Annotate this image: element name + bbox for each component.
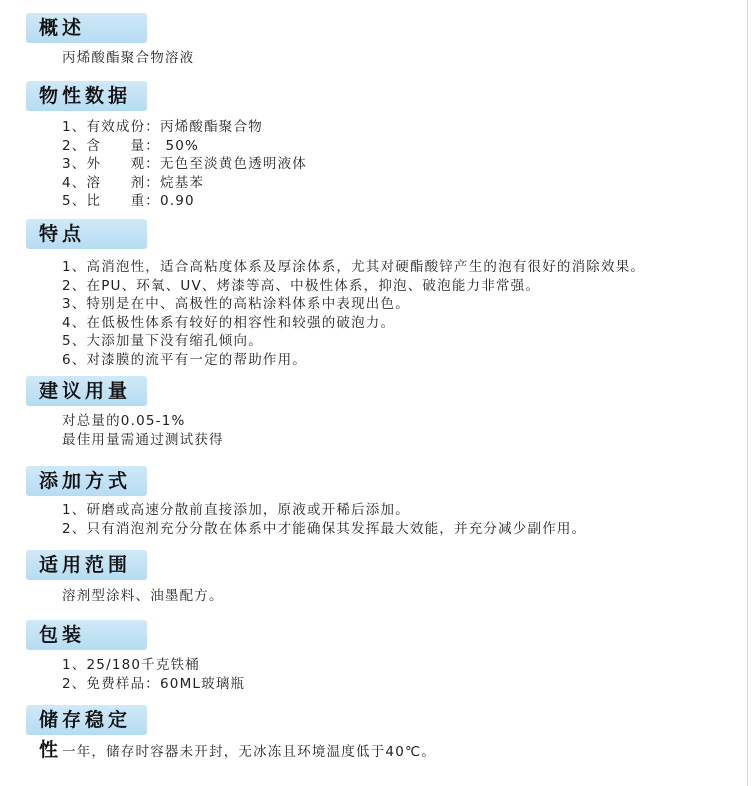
section-body-storage xyxy=(62,743,436,762)
text-line: 1、有效成份：丙烯酸酯聚合物 xyxy=(62,119,263,135)
section-body-dosage xyxy=(62,412,224,449)
section-heading-dosage: 建议用量 xyxy=(26,376,147,406)
text-line: 2、只有消泡剂充分分散在体系中才能确保其发挥最大效能，并充分减少副作用。 xyxy=(62,520,587,537)
text-line: 3、特别是在中、高极性的高粘涂料体系中表现出色。 xyxy=(62,296,410,312)
text-line: 4、溶 剂：烷基苯 xyxy=(62,174,205,191)
section-body-properties xyxy=(62,118,307,211)
text-line: 1、高消泡性，适合高粘度体系及厚涂体系，尤其对硬酯酸锌产生的泡有很好的消除效果。 xyxy=(62,259,646,275)
text-line: 2、含 量： 50% xyxy=(62,137,200,154)
text-line: 2、免费样品：60ML玻璃瓶 xyxy=(62,675,246,692)
section-body-addition xyxy=(62,501,586,538)
text-line: 溶剂型涂料、油墨配方。 xyxy=(62,588,224,604)
text-line: 5、大添加量下没有缩孔倾向。 xyxy=(62,333,263,349)
text-line: 3、外 观：无色至淡黄色透明液体 xyxy=(62,156,307,172)
section-body-packaging xyxy=(62,656,245,693)
text-line: 2、在PU、环氧、UV、烤漆等高、中极性体系，抑泡、破泡能力非常强。 xyxy=(62,277,541,294)
text-line: 丙烯酸酯聚合物溶液 xyxy=(62,50,195,66)
section-body-features xyxy=(62,258,645,369)
section-heading-properties: 物性数据 xyxy=(26,81,147,111)
text-line: 1、25/180千克铁桶 xyxy=(62,657,200,673)
section-body-overview xyxy=(62,49,194,68)
section-heading-addition: 添加方式 xyxy=(26,466,147,496)
section-heading-features: 特点 xyxy=(26,219,147,249)
text-line: 最佳用量需通过测试获得 xyxy=(62,431,224,448)
text-line: 6、对漆膜的流平有一定的帮助作用。 xyxy=(62,351,307,368)
text-line: 4、在低极性体系有较好的相容性和较强的破泡力。 xyxy=(62,314,396,331)
text-line: 1、研磨或高速分散前直接添加，原液或开稀后添加。 xyxy=(62,502,410,518)
section-heading-storage: 储存稳定性 xyxy=(26,705,147,735)
section-heading-application: 适用范围 xyxy=(26,550,147,580)
text-line: 对总量的0.05-1% xyxy=(62,413,186,429)
section-heading-overview: 概述 xyxy=(26,13,147,43)
section-heading-packaging: 包装 xyxy=(26,620,147,650)
text-line: 一年，储存时容器未开封，无冰冻且环境温度低于40℃。 xyxy=(62,744,437,760)
text-line: 5、比 重：0.90 xyxy=(62,193,195,209)
section-body-application xyxy=(62,587,224,606)
page-edge-divider xyxy=(747,0,748,786)
